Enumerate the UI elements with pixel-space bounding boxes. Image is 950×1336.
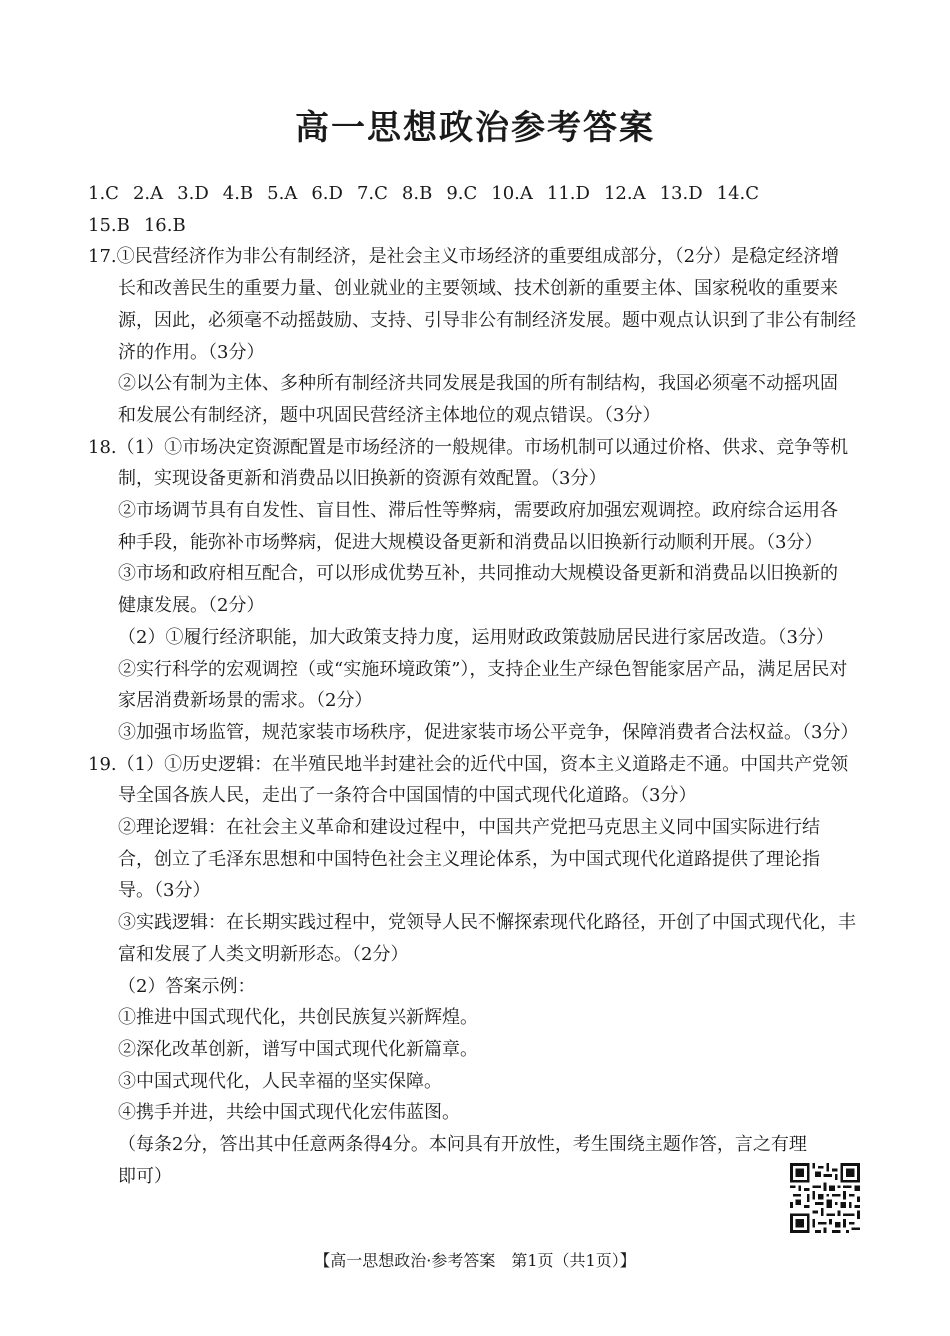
mc-answer: 6.D bbox=[311, 183, 343, 204]
text-line: ③中国式现代化，人民幸福的坚实保障。 bbox=[118, 1070, 442, 1092]
q17-point-1 bbox=[88, 241, 864, 368]
text-line: ②以公有制为主体、多种所有制经济共同发展是我国的所有制结构，我国必须毫不动摇巩固 bbox=[118, 373, 838, 395]
q19-example-4 bbox=[88, 1097, 864, 1129]
mc-answer: 3.D bbox=[177, 183, 209, 204]
mc-answer: 2.A bbox=[132, 183, 164, 204]
q18-part2-point-3 bbox=[88, 717, 864, 749]
q19-part1-point-1 bbox=[88, 749, 864, 812]
text-line: 济的作用。（3分） bbox=[118, 341, 265, 363]
q18-part1-point-3 bbox=[88, 558, 864, 621]
text-line: ④携手并进，共绘中国式现代化宏伟蓝图。 bbox=[118, 1102, 460, 1124]
text-line: 长和改善民生的重要力量、创业就业的主要领域、技术创新的重要主体、国家税收的重要来 bbox=[118, 278, 838, 300]
mc-answer: 11.D bbox=[546, 183, 590, 204]
text-line: ②深化改革创新，谱写中国式现代化新篇章。 bbox=[118, 1038, 478, 1060]
mc-answer: 10.A bbox=[491, 183, 533, 204]
mc-answer: 12.A bbox=[603, 183, 646, 204]
page-footer: 【高一思想政治·参考答案 第1页（共1页）】 bbox=[314, 1251, 636, 1270]
mc-answer: 13.D bbox=[659, 183, 703, 204]
q17-point-2 bbox=[88, 368, 864, 431]
text-line: 种手段，能弥补市场弊病，促进大规模设备更新和消费品以旧换新行动顺利开展。（3分） bbox=[118, 531, 823, 553]
mc-answer: 15.B bbox=[88, 214, 130, 236]
q18-part1-point-1 bbox=[88, 432, 864, 495]
mc-answer: 16.B bbox=[143, 214, 186, 236]
text-line: ③市场和政府相互配合，可以形成优势互补，共同推动大规模设备更新和消费品以旧换新的 bbox=[118, 563, 838, 585]
text-line: （每条2分，答出其中任意两条得4分。本问具有开放性，考生围绕主题作答，言之有理 bbox=[118, 1134, 807, 1156]
q18-part2-point-2 bbox=[88, 654, 864, 717]
text-line: 制，实现设备更新和消费品以旧换新的资源有效配置。（3分） bbox=[118, 468, 607, 490]
text-line: 健康发展。（2分） bbox=[118, 595, 265, 617]
text-line: ①推进中国式现代化，共创民族复兴新辉煌。 bbox=[118, 1007, 478, 1029]
mc-answer: 4.B bbox=[222, 183, 254, 204]
mc-answer: 9.C bbox=[446, 183, 478, 204]
answer-content bbox=[88, 178, 864, 1193]
text-line: 即可） bbox=[118, 1165, 172, 1187]
question-17 bbox=[88, 241, 864, 431]
q18-part2-point-1 bbox=[88, 622, 864, 654]
question-19 bbox=[88, 749, 864, 1193]
text-line: （2）①履行经济职能，加大政策支持力度，运用财政政策鼓励居民进行家居改造。（3分） bbox=[118, 626, 834, 648]
text-line: ③加强市场监管，规范家装市场秩序，促进家装市场公平竞争，保障消费者合法权益。（3分） bbox=[118, 721, 859, 743]
question-18 bbox=[88, 432, 864, 749]
q19-part1-point-2 bbox=[88, 812, 864, 907]
text-line: 19.（1）①历史逻辑：在半殖民地半封建社会的近代中国，资本主义道路走不通。中国共产党领 bbox=[88, 753, 849, 775]
text-line: 17.①民营经济作为非公有制经济，是社会主义市场经济的重要组成部分，（2分）是稳定经济增 bbox=[88, 246, 840, 268]
text-line: （2）答案示例： bbox=[118, 975, 256, 997]
text-line: ②理论逻辑：在社会主义革命和建设过程中，中国共产党把马克思主义同中国实际进行结 bbox=[118, 817, 820, 839]
text-line: 导全国各族人民，走出了一条符合中国国情的中国式现代化道路。（3分） bbox=[118, 785, 697, 807]
text-line: ③实践逻辑：在长期实践过程中，党领导人民不懈探索现代化路径，开创了中国式现代化，丰 bbox=[118, 912, 856, 934]
text-line: 源，因此，必须毫不动摇鼓励、支持、引导非公有制经济发展。题中观点认识到了非公有制经 bbox=[118, 309, 856, 331]
text-line: 家居消费新场景的需求。（2分） bbox=[118, 690, 373, 712]
mc-answer: 8.B bbox=[401, 183, 433, 204]
q18-part1-point-2 bbox=[88, 495, 864, 558]
text-line: 导。（3分） bbox=[118, 880, 211, 902]
text-line: 合，创立了毛泽东思想和中国特色社会主义理论体系，为中国式现代化道路提供了理论指 bbox=[118, 848, 820, 870]
qr-code-icon bbox=[790, 1163, 860, 1233]
q19-example-2 bbox=[88, 1034, 864, 1066]
text-line: ②实行科学的宏观调控（或“实施环境政策”），支持企业生产绿色智能家居产品，满足居民对 bbox=[118, 658, 848, 680]
text-line: 和发展公有制经济，题中巩固民营经济主体地位的观点错误。（3分） bbox=[118, 404, 661, 426]
q19-part1-point-3 bbox=[88, 907, 864, 970]
mc-answers-row-1 bbox=[88, 178, 864, 210]
text-line: ②市场调节具有自发性、盲目性、滞后性等弊病，需要政府加强宏观调控。政府综合运用各 bbox=[118, 500, 838, 522]
q19-scoring-note bbox=[88, 1129, 864, 1192]
page-title: 高一思想政治参考答案 bbox=[295, 108, 655, 148]
mc-answer: 5.A bbox=[267, 183, 298, 204]
text-line: 18.（1）①市场决定资源配置是市场经济的一般规律。市场机制可以通过价格、供求、竞争等机 bbox=[88, 436, 849, 458]
q19-part2-heading bbox=[88, 971, 864, 1003]
q19-example-1 bbox=[88, 1002, 864, 1034]
mc-answer: 14.C bbox=[716, 183, 760, 204]
mc-answer: 7.C bbox=[356, 183, 388, 204]
mc-answers-row-2 bbox=[88, 210, 864, 242]
mc-answer: 1.C bbox=[88, 183, 119, 204]
q19-example-3 bbox=[88, 1066, 864, 1098]
text-line: 富和发展了人类文明新形态。（2分） bbox=[118, 943, 409, 965]
